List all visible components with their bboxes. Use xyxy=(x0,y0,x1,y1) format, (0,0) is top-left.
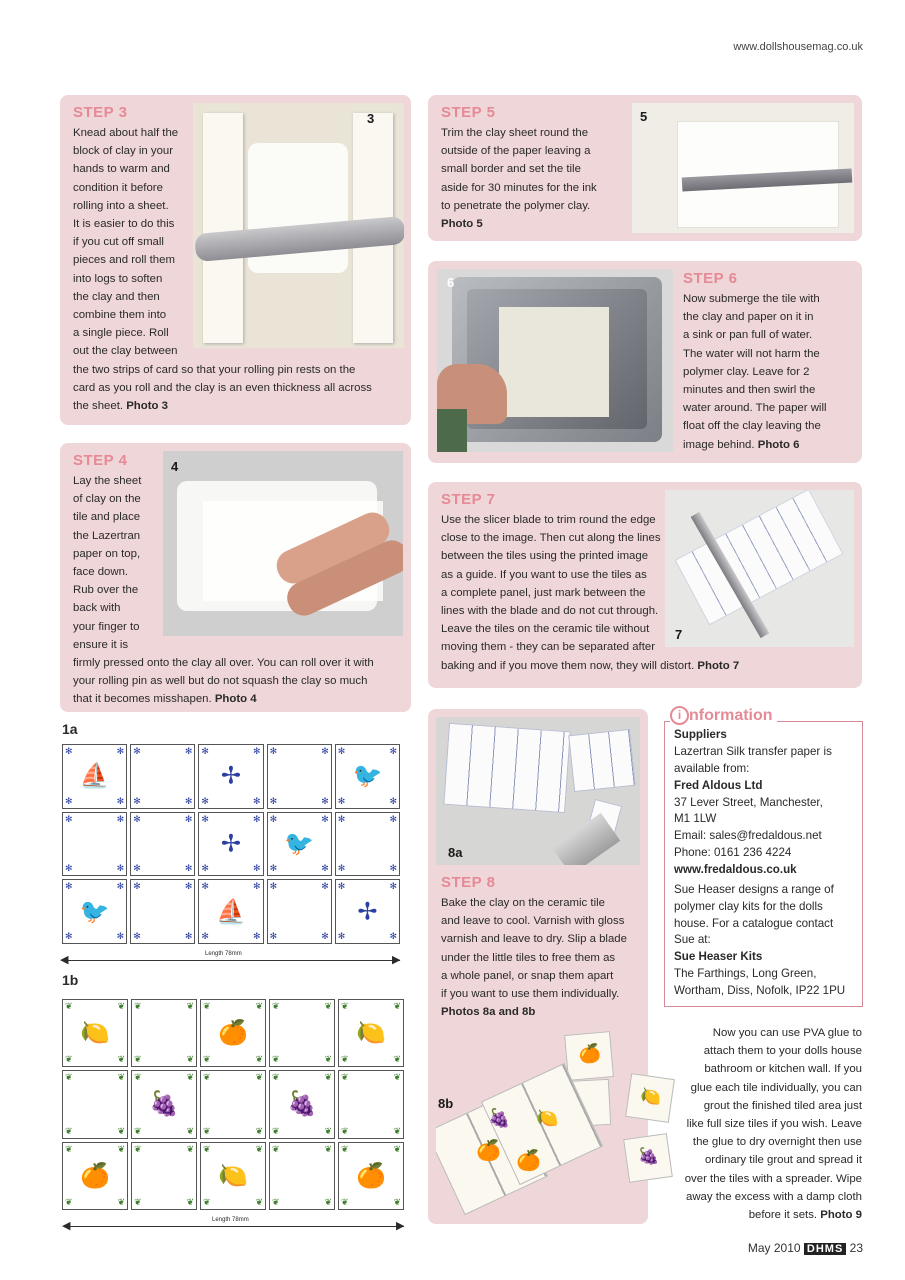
corner-motif-icon: ❦ xyxy=(203,1001,211,1011)
fig1a-length-arrow xyxy=(62,960,400,961)
corner-motif-icon: ❦ xyxy=(341,1054,349,1065)
corner-motif-icon: ❦ xyxy=(65,1001,73,1011)
corner-motif-icon: ✻ xyxy=(337,813,346,824)
corner-motif-icon: ✻ xyxy=(65,813,73,824)
corner-motif-icon: ✻ xyxy=(184,746,193,756)
corner-motif-icon: ✻ xyxy=(337,795,346,806)
corner-motif-icon: ❦ xyxy=(203,1197,211,1207)
corner-motif-icon: ✻ xyxy=(337,930,346,941)
corner-motif-icon: ✻ xyxy=(65,881,73,892)
step7-body: Use the slicer blade to trim round the edge close to the image. Then cut along the lines between the tiles using the printed image as a guide. If you want to use the tiles as a complete panel, just mark between the lines with the blade and do not cut through. Leave the tiles on the ceramic tile without moving them - they can be separated after baking and if you move them now, they will distort. Photo 7 xyxy=(441,514,740,672)
corner-motif-icon: ✻ xyxy=(116,930,125,941)
corner-motif-icon: ✻ xyxy=(337,863,346,874)
corner-motif-icon: ✻ xyxy=(133,881,141,892)
corner-motif-icon: ✻ xyxy=(253,795,261,806)
step8-heading: STEP 8 xyxy=(441,874,496,891)
info-line: available from: xyxy=(674,762,750,775)
pattern-tile xyxy=(335,744,400,809)
corner-motif-icon: ✻ xyxy=(389,863,397,874)
corner-motif-icon: ✻ xyxy=(253,863,261,874)
step6-photo-ref: Photo 6 xyxy=(757,438,800,451)
pattern-tile xyxy=(62,879,127,944)
corner-motif-icon: ✻ xyxy=(321,863,329,874)
step8b-photo: 🍊 🍋 🍇 🍊 🍊 🍋 🍇 8b xyxy=(436,1028,676,1218)
corner-motif-icon: ✻ xyxy=(321,746,329,756)
info-line: house. For a catalogue contact xyxy=(674,917,834,930)
fig1b-tile-grid xyxy=(62,999,404,1210)
windmill-icon: ✢ xyxy=(357,898,378,926)
corner-motif-icon: ✻ xyxy=(133,746,141,756)
corner-motif-icon: ✻ xyxy=(389,813,397,824)
corner-motif-icon: ❦ xyxy=(134,1001,142,1011)
pattern-tile xyxy=(131,1142,197,1210)
corner-motif-icon: ✻ xyxy=(337,881,346,892)
pattern-tile xyxy=(200,999,266,1067)
corner-motif-icon: ✻ xyxy=(253,881,261,892)
pattern-tile xyxy=(130,744,195,809)
fig1a-tile-grid xyxy=(62,744,400,944)
corner-motif-icon: ✻ xyxy=(184,881,193,892)
corner-motif-icon: ❦ xyxy=(203,1054,211,1065)
corner-motif-icon: ✻ xyxy=(184,813,193,824)
arrow-right-icon: ▶ xyxy=(392,954,401,966)
corner-motif-icon: ✻ xyxy=(269,863,278,874)
footer xyxy=(748,1241,863,1255)
pattern-tile xyxy=(269,1070,335,1138)
bird-icon: 🐦 xyxy=(79,898,110,926)
pattern-tile xyxy=(200,1142,266,1210)
corner-motif-icon: ❦ xyxy=(134,1054,142,1065)
corner-motif-icon: ✻ xyxy=(65,930,73,941)
corner-motif-icon: ❦ xyxy=(341,1143,349,1154)
lemon-icon: 🍋 xyxy=(356,1019,386,1047)
info-line: Lazertran Silk transfer paper is xyxy=(674,745,832,758)
corner-motif-icon: ✻ xyxy=(201,746,209,756)
corner-motif-icon: ❦ xyxy=(203,1143,211,1154)
corner-motif-icon: ❦ xyxy=(117,1143,125,1154)
corner-motif-icon: ✻ xyxy=(269,795,278,806)
corner-motif-icon: ✻ xyxy=(253,930,261,941)
corner-motif-icon: ❦ xyxy=(255,1001,263,1011)
corner-motif-icon: ❦ xyxy=(203,1125,211,1136)
footer-magazine-logo: DHMS xyxy=(804,1243,846,1255)
info-line: polymer clay kits for the dolls xyxy=(674,900,823,913)
corner-motif-icon: ✻ xyxy=(389,930,397,941)
step8a-photo-number: 8a xyxy=(448,845,463,860)
corner-motif-icon: ❦ xyxy=(117,1072,125,1083)
corner-motif-icon: ❦ xyxy=(186,1054,194,1065)
corner-motif-icon: ✻ xyxy=(116,746,125,756)
lemon-icon: 🍋 xyxy=(80,1019,110,1047)
pattern-tile xyxy=(198,744,263,809)
corner-motif-icon: ✻ xyxy=(116,795,125,806)
grapes-icon: 🍇 xyxy=(149,1090,179,1118)
corner-motif-icon: ❦ xyxy=(324,1143,332,1154)
corner-motif-icon: ✻ xyxy=(201,795,209,806)
info-line: Sue Heaser designs a range of xyxy=(674,883,834,896)
pattern-tile xyxy=(198,879,263,944)
ship-icon: ⛵ xyxy=(79,762,110,790)
info-suppliers: Suppliers xyxy=(674,728,727,741)
corner-motif-icon: ❦ xyxy=(186,1143,194,1154)
windmill-icon: ✢ xyxy=(220,762,242,790)
arrow-left-icon: ◀ xyxy=(62,1220,71,1232)
step3-heading: STEP 3 xyxy=(73,104,128,121)
corner-motif-icon: ✻ xyxy=(116,881,125,892)
corner-motif-icon: ❦ xyxy=(393,1143,401,1154)
step6-heading: STEP 6 xyxy=(683,270,738,287)
corner-motif-icon: ✻ xyxy=(133,863,141,874)
corner-motif-icon: ❦ xyxy=(186,1072,194,1083)
corner-motif-icon: ✻ xyxy=(321,813,329,824)
step4-photo-ref: Photo 4 xyxy=(214,693,257,706)
info-address: The Farthings, Long Green, xyxy=(674,967,817,980)
pattern-tile xyxy=(130,812,195,877)
bird-icon: 🐦 xyxy=(284,830,315,858)
pattern-tile xyxy=(338,1070,404,1138)
footer-page-number: 23 xyxy=(849,1241,863,1255)
step6-body: Now submerge the tile with the clay and paper on it in a sink or pan full of water. The water will not harm the polymer clay. Leave for 2 minutes and then swirl the water around. The paper will float off the clay leaving the image behind. Photo 6 xyxy=(683,293,827,451)
pattern-tile xyxy=(335,812,400,877)
info-line: Sue at: xyxy=(674,933,711,946)
step6-photo-number: 6 xyxy=(447,275,455,290)
corner-motif-icon: ❦ xyxy=(393,1054,401,1065)
pattern-tile xyxy=(269,999,335,1067)
corner-motif-icon: ❦ xyxy=(324,1125,332,1136)
corner-motif-icon: ❦ xyxy=(134,1072,142,1083)
info-address: M1 1LW xyxy=(674,812,717,825)
corner-motif-icon: ❦ xyxy=(134,1125,142,1136)
corner-motif-icon: ✻ xyxy=(269,881,278,892)
corner-motif-icon: ❦ xyxy=(324,1197,332,1207)
step5-photo xyxy=(632,103,854,233)
corner-motif-icon: ✻ xyxy=(201,881,209,892)
corner-motif-icon: ✻ xyxy=(269,930,278,941)
pattern-tile xyxy=(335,879,400,944)
step5-heading: STEP 5 xyxy=(441,104,496,121)
bird-icon: 🐦 xyxy=(352,762,383,790)
arrow-right-icon: ▶ xyxy=(396,1220,405,1232)
corner-motif-icon: ✻ xyxy=(184,930,193,941)
info-address: Wortham, Diss, Nofolk, IP22 1PU xyxy=(674,984,846,997)
corner-motif-icon: ❦ xyxy=(65,1125,73,1136)
corner-motif-icon: ✻ xyxy=(133,813,141,824)
fig1b-label: 1b xyxy=(62,972,79,988)
corner-motif-icon: ❦ xyxy=(65,1197,73,1207)
pattern-tile xyxy=(131,1070,197,1138)
corner-motif-icon: ✻ xyxy=(116,863,125,874)
corner-motif-icon: ✻ xyxy=(269,813,278,824)
corner-motif-icon: ❦ xyxy=(65,1072,73,1083)
info-icon: i xyxy=(670,706,689,725)
step7-photo-number: 7 xyxy=(675,627,683,642)
corner-motif-icon: ✻ xyxy=(201,863,209,874)
info-company: Fred Aldous Ltd xyxy=(674,779,763,792)
pattern-tile xyxy=(338,999,404,1067)
pattern-tile xyxy=(198,812,263,877)
fig1a-length-label: Length 78mm xyxy=(205,951,242,957)
corner-motif-icon: ❦ xyxy=(255,1072,263,1083)
corner-motif-icon: ✻ xyxy=(337,746,346,756)
corner-motif-icon: ❦ xyxy=(272,1125,280,1136)
corner-motif-icon: ❦ xyxy=(255,1054,263,1065)
corner-motif-icon: ❦ xyxy=(324,1054,332,1065)
step8-photo-ref: Photos 8a and 8b xyxy=(441,1006,536,1019)
step3-body: Knead about half the block of clay in your hands to warm and condition it before rolling into a sheet. It is easier to do this if you cut off small pieces and roll them into logs to soften the clay and then combine them into a single piece. Roll out the clay between the two strips of card so that your rolling pin rests on the card as you roll and the clay is an even thickness all across the sheet. Photo 3 xyxy=(73,127,372,413)
corner-motif-icon: ❦ xyxy=(324,1072,332,1083)
pattern-tile xyxy=(131,999,197,1067)
step8-body: Bake the clay on the ceramic tile and leave to cool. Varnish with gloss varnish and leave to dry. Slip a blade under the little tiles to free them as a whole panel, or snap them apart if you want to use them individually. Photos 8a and 8b xyxy=(441,897,627,1019)
corner-motif-icon: ✻ xyxy=(253,746,261,756)
info-address: 37 Lever Street, Manchester, xyxy=(674,796,823,809)
pattern-tile xyxy=(267,812,332,877)
pattern-tile xyxy=(338,1142,404,1210)
step5-photo-ref: Photo 5 xyxy=(441,218,483,231)
lemon-icon: 🍋 xyxy=(218,1162,248,1190)
fig1a-label: 1a xyxy=(62,721,78,737)
corner-motif-icon: ❦ xyxy=(272,1072,280,1083)
step4-body: Lay the sheet of clay on the tile and place the Lazertran paper on top, face down. Rub over the back with your finger to ensure it is firmly pressed onto the clay all over. You can roll over it with your rolling pin as well but do not squash the clay so much that it becomes misshapen. Photo 4 xyxy=(73,475,374,706)
corner-motif-icon: ❦ xyxy=(272,1054,280,1065)
step7-heading: STEP 7 xyxy=(441,491,496,508)
step6-photo xyxy=(437,269,673,452)
corner-motif-icon: ❦ xyxy=(393,1125,401,1136)
step4-heading: STEP 4 xyxy=(73,452,128,469)
corner-motif-icon: ❦ xyxy=(272,1001,280,1011)
orange-icon: 🍊 xyxy=(218,1019,248,1047)
grapes-icon: 🍇 xyxy=(287,1090,317,1118)
corner-motif-icon: ❦ xyxy=(203,1072,211,1083)
corner-motif-icon: ❦ xyxy=(272,1143,280,1154)
orange-icon: 🍊 xyxy=(356,1162,386,1190)
closing-paragraph: Now you can use PVA glue to attach them to your dolls house bathroom or kitchen wall. If you glue each tile individually, you can grout the finished tiled area just like full size tiles if you wish. Leave the glue to dry overnight then use ordinary tile grout and spread it over the tiles with a spreader. Wipe away the excess with a damp cloth before it sets. Photo 9 xyxy=(684,1027,862,1222)
windmill-icon: ✢ xyxy=(220,830,242,858)
corner-motif-icon: ❦ xyxy=(324,1001,332,1011)
step5-body: Trim the clay sheet round the outside of the paper leaving a small border and set the tile aside for 30 minutes for the ink to penetrate the polymer clay. Photo 5 xyxy=(441,127,597,231)
photo9-ref: Photo 9 xyxy=(820,1209,862,1222)
corner-motif-icon: ❦ xyxy=(341,1197,349,1207)
corner-motif-icon: ❦ xyxy=(393,1072,401,1083)
fig1b-length-arrow xyxy=(66,1226,404,1227)
corner-motif-icon: ❦ xyxy=(393,1197,401,1207)
pattern-tile xyxy=(130,879,195,944)
corner-motif-icon: ❦ xyxy=(134,1143,142,1154)
corner-motif-icon: ✻ xyxy=(269,746,278,756)
step3-photo-ref: Photo 3 xyxy=(126,400,168,413)
corner-motif-icon: ❦ xyxy=(255,1197,263,1207)
fig1b-length-label: Length 78mm xyxy=(212,1217,249,1223)
info-email[interactable]: Email: sales@fredaldous.net xyxy=(674,829,822,842)
pattern-tile xyxy=(62,999,128,1067)
corner-motif-icon: ✻ xyxy=(65,795,73,806)
step8b-photo-number: 8b xyxy=(438,1096,454,1111)
pattern-tile xyxy=(267,879,332,944)
corner-motif-icon: ✻ xyxy=(389,795,397,806)
corner-motif-icon: ❦ xyxy=(255,1125,263,1136)
corner-motif-icon: ❦ xyxy=(186,1125,194,1136)
corner-motif-icon: ✻ xyxy=(184,863,193,874)
arrow-left-icon: ◀ xyxy=(60,954,69,966)
corner-motif-icon: ✻ xyxy=(321,930,329,941)
info-company: Sue Heaser Kits xyxy=(674,950,763,963)
corner-motif-icon: ❦ xyxy=(393,1001,401,1011)
corner-motif-icon: ❦ xyxy=(341,1072,349,1083)
pattern-tile xyxy=(62,1070,128,1138)
corner-motif-icon: ✻ xyxy=(133,795,141,806)
pattern-tile xyxy=(269,1142,335,1210)
corner-motif-icon: ✻ xyxy=(116,813,125,824)
footer-date: May 2010 xyxy=(747,1241,801,1255)
corner-motif-icon: ❦ xyxy=(255,1143,263,1154)
corner-motif-icon: ❦ xyxy=(341,1125,349,1136)
corner-motif-icon: ✻ xyxy=(184,795,193,806)
corner-motif-icon: ✻ xyxy=(201,930,209,941)
info-phone: Phone: 0161 236 4224 xyxy=(674,846,792,859)
pattern-tile xyxy=(200,1070,266,1138)
corner-motif-icon: ✻ xyxy=(389,881,397,892)
pattern-tile xyxy=(267,744,332,809)
info-website-link[interactable]: www.fredaldous.co.uk xyxy=(674,863,797,876)
corner-motif-icon: ❦ xyxy=(341,1001,349,1011)
corner-motif-icon: ❦ xyxy=(117,1125,125,1136)
corner-motif-icon: ❦ xyxy=(117,1001,125,1011)
corner-motif-icon: ✻ xyxy=(389,746,397,756)
corner-motif-icon: ✻ xyxy=(253,813,261,824)
header-url: www.dollshousemag.co.uk xyxy=(733,41,863,53)
corner-motif-icon: ✻ xyxy=(65,863,73,874)
information-heading: i nformation xyxy=(670,706,777,725)
corner-motif-icon: ❦ xyxy=(186,1197,194,1207)
pattern-tile xyxy=(62,812,127,877)
corner-motif-icon: ❦ xyxy=(272,1197,280,1207)
corner-motif-icon: ❦ xyxy=(134,1197,142,1207)
corner-motif-icon: ❦ xyxy=(65,1143,73,1154)
corner-motif-icon: ✻ xyxy=(321,795,329,806)
step4-photo-number: 4 xyxy=(171,459,179,474)
corner-motif-icon: ❦ xyxy=(186,1001,194,1011)
corner-motif-icon: ✻ xyxy=(65,746,73,756)
pattern-tile xyxy=(62,1142,128,1210)
orange-icon: 🍊 xyxy=(80,1162,110,1190)
pattern-tile xyxy=(62,744,127,809)
corner-motif-icon: ❦ xyxy=(117,1054,125,1065)
step5-photo-number: 5 xyxy=(640,109,648,124)
corner-motif-icon: ❦ xyxy=(65,1054,73,1065)
corner-motif-icon: ✻ xyxy=(321,881,329,892)
ship-icon: ⛵ xyxy=(216,898,246,926)
step7-photo-ref: Photo 7 xyxy=(697,659,740,672)
corner-motif-icon: ❦ xyxy=(117,1197,125,1207)
corner-motif-icon: ✻ xyxy=(201,813,209,824)
step8a-photo xyxy=(436,717,640,865)
corner-motif-icon: ✻ xyxy=(133,930,141,941)
step3-photo-number: 3 xyxy=(367,111,375,126)
